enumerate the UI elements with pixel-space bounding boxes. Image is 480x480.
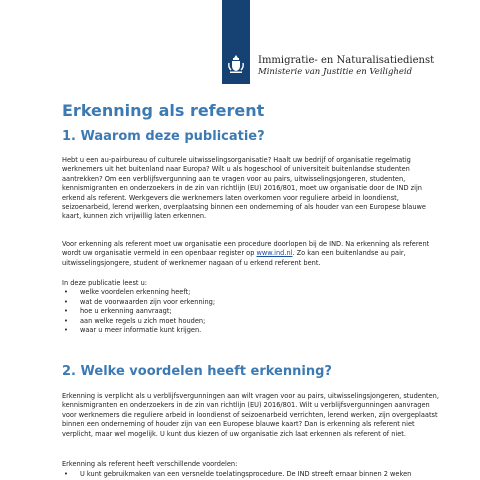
section-2-paragraph-1: Erkenning is verplicht als u verblijfsvergunningen aan wilt vragen voor au pairs, uitwisselingsjongeren, studenten, kennismigranten en onderzoekers in de zin van richtlijn (EU) 2016/801. Wilt u verblijfsvergunningen aanvragen voor werknemers die reguliere arbeid in loondienst of seizoenarbeid verrichten, lerend werken, zijn overgeplaatst binnen een onderneming of houder zijn van een Europese blauwe kaart? Dan is erkenning als referent niet verplicht, maar wel mogelijk. U kunt dus kiezen of uw organisatie zich laat erkennen als referent of niet. (62, 392, 439, 438)
list-item: • aan welke regels u zich moet houden; (64, 316, 206, 325)
section-2-heading: 2. Welke voordelen heeft erkenning? (62, 364, 332, 379)
publication-contents-list (62, 288, 215, 336)
section-2-paragraph-2: Erkenning als referent heeft verschillende voordelen: (62, 460, 238, 468)
bullet-icon: • (64, 288, 68, 296)
bullet-icon: • (64, 316, 68, 325)
organization-name: Immigratie- en Naturalisatiedienst (258, 55, 435, 66)
organization-block (258, 55, 434, 78)
bullet-icon: • (64, 297, 68, 306)
bullet-icon: • (64, 307, 68, 316)
section-1-heading: 1. Waarom deze publicatie? (62, 129, 265, 144)
list-item: • welke voordelen erkenning heeft; (64, 288, 191, 296)
document-title: Erkenning als referent (62, 101, 265, 120)
section-1-paragraph-2 (62, 240, 442, 268)
coat-of-arms-icon (226, 54, 246, 74)
list-item: • wat de voorwaarden zijn voor erkenning; (64, 297, 216, 306)
paragraph-text: Voor erkenning als referent moet uw organisatie een procedure doorlopen bij de IND. Na erkenning als referent wordt uw organisatie vermeld in een openbaar register op (62, 240, 430, 258)
section-1-paragraph-3: In deze publicatie leest u: (62, 279, 147, 287)
paragraph-text: . Zo kan een buitenlandse au pair, uitwisselingsjongere, student of werknemer nagaan of u erkend referent bent. (62, 249, 406, 267)
list-item: • U kunt gebruikmaken van een versnelde toelatingsprocedure. De IND streeft ernaar binnen 2 weken (64, 470, 412, 478)
bullet-icon: • (64, 470, 68, 478)
ministry-name: Ministerie van Justitie en Veiligheid (258, 67, 413, 77)
section-1-paragraph-1: Hebt u een au-pairbureau of culturele uitwisselingsorganisatie? Haalt uw bedrijf of organisatie regelmatig werknemers uit het buitenland naar Europa? Wilt u als hogeschool of universiteit buitenlandse studenten aantrekken? Om een verblijfsvergunning aan te vragen voor au pairs, uitwisselingsjongeren, studenten, kennismigranten en onderzoekers in de zin van richtlijn (EU) 2016/801, moet uw organisatie door de IND zijn erkend als referent. Werkgevers die werknemers laten overkomen voor reguliere arbeid in loondienst, seizoenarbeid, lerend werken, overplaatsing binnen een onderneming of als houder van een Europese blauwe kaart, kunnen zich vrijwillig laten erkennen. (62, 156, 426, 221)
list-item: • waar u meer informatie kunt krijgen. (64, 326, 202, 335)
bullet-icon: • (64, 326, 68, 335)
ind-website-link[interactable]: www.ind.nl (256, 249, 293, 258)
list-item: • hoe u erkenning aanvraagt; (64, 307, 172, 316)
advantages-list (62, 470, 411, 480)
